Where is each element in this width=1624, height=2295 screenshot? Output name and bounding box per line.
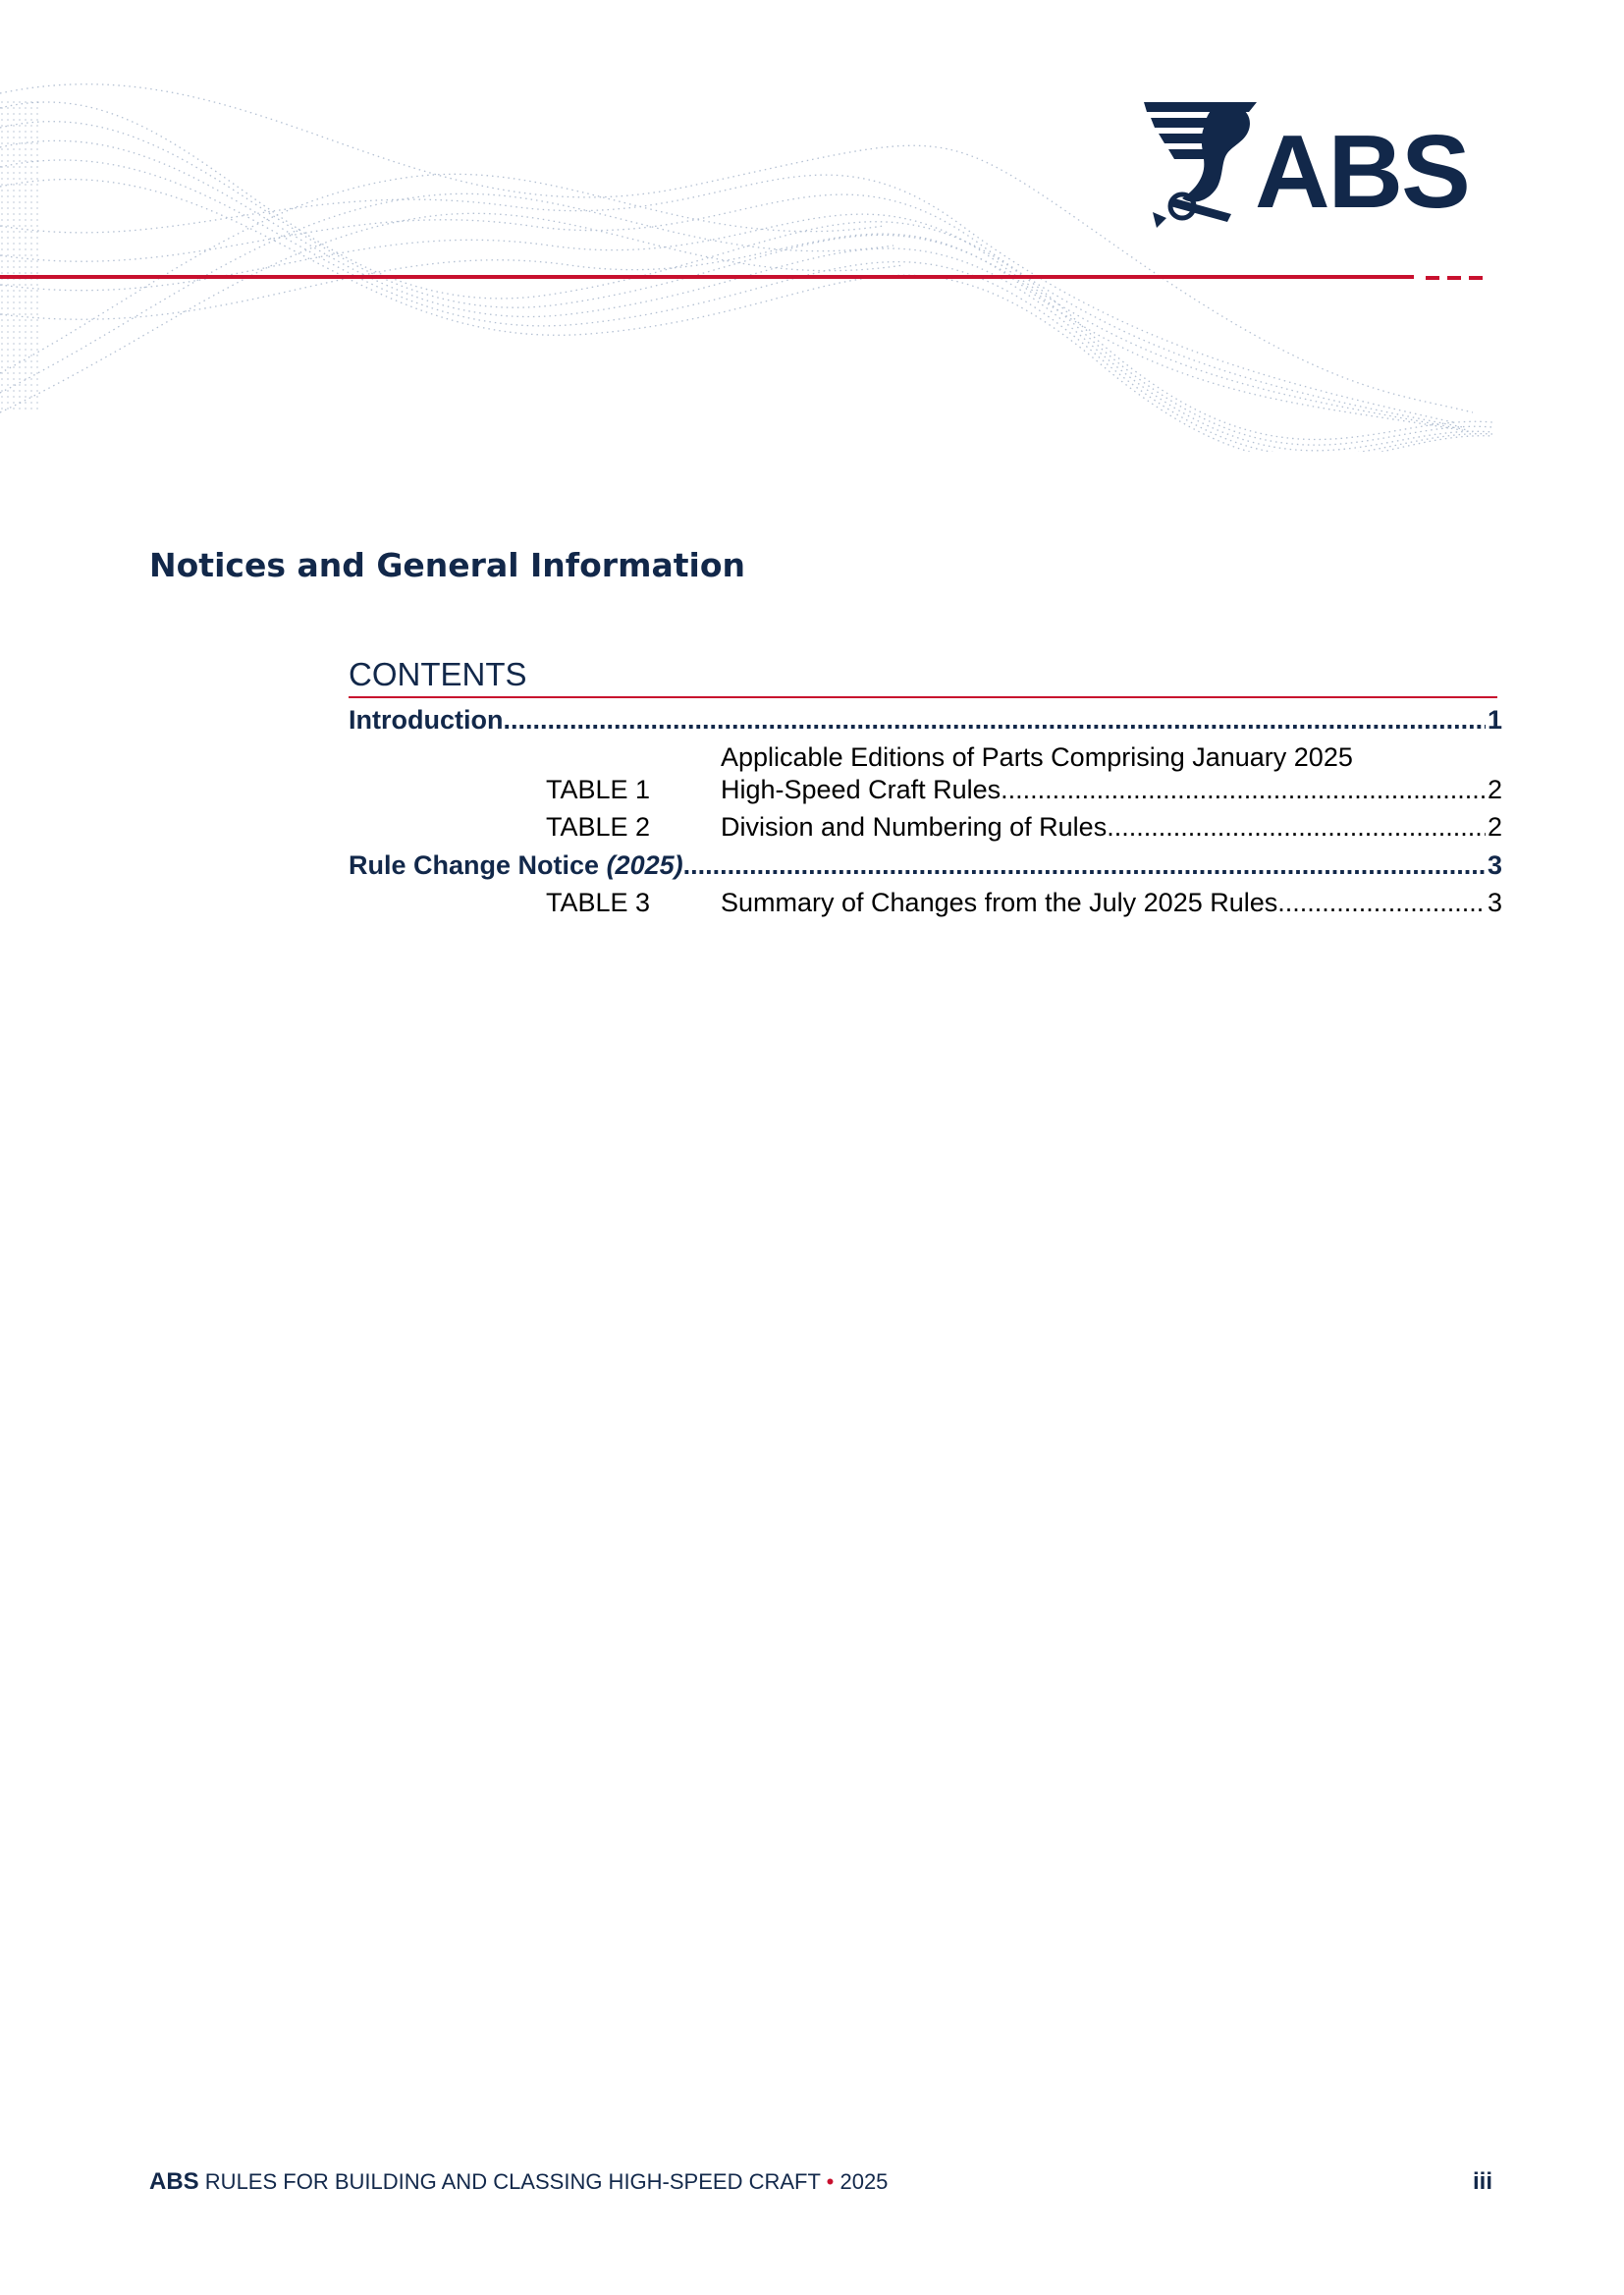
section-heading: Notices and General Information (149, 546, 745, 584)
logo-wordmark: ABS (1255, 114, 1469, 230)
table-of-contents (349, 656, 1502, 918)
dot-leader (1277, 887, 1486, 918)
footer-brand: ABS (149, 2168, 199, 2195)
footer-title (149, 2168, 888, 2196)
footer-rules-title: RULES FOR BUILDING AND CLASSING HIGH-SPEED CRAFT (204, 2169, 821, 2194)
toc-entry-rule-change-notice[interactable] (349, 849, 1502, 881)
toc-entry-label: Introduction (349, 704, 504, 735)
toc-entry-text: Division and Numbering of Rules (721, 812, 1108, 843)
dot-leader (683, 849, 1486, 881)
toc-entry-text-line2: High-Speed Craft Rules (721, 774, 1001, 804)
dot-leader (1001, 774, 1486, 805)
toc-entry-table-1[interactable] (546, 741, 1502, 805)
eagle-emblem-icon (1139, 96, 1267, 229)
toc-table-label: TABLE 1 (546, 774, 651, 804)
toc-page-number: 1 (1487, 704, 1502, 735)
toc-page-number: 3 (1487, 849, 1502, 880)
toc-page-number: 3 (1487, 887, 1502, 917)
toc-entry-introduction[interactable] (349, 704, 1502, 736)
toc-entry-label: Rule Change Notice (349, 849, 600, 880)
dot-leader (1107, 811, 1486, 843)
toc-page-number: 2 (1487, 774, 1502, 804)
page-number: iii (1472, 2168, 1492, 2195)
toc-entry-label-italic: (2025) (606, 849, 683, 880)
toc-table-label: TABLE 3 (546, 887, 651, 917)
footer-year: 2025 (839, 2169, 889, 2194)
footer-bullet: • (826, 2169, 835, 2194)
toc-entry-text-line1: Applicable Editions of Parts Comprising January 2025 (721, 742, 1353, 773)
contents-title: CONTENTS (349, 656, 1497, 698)
toc-entry-table-2[interactable] (546, 811, 1502, 843)
toc-table-label: TABLE 2 (546, 812, 651, 843)
toc-entry-table-3[interactable] (546, 887, 1502, 918)
toc-page-number: 2 (1487, 812, 1502, 843)
abs-logo (1139, 96, 1485, 229)
dot-leader (503, 704, 1486, 736)
toc-entry-text: Summary of Changes from the July 2025 Rules (721, 887, 1278, 917)
